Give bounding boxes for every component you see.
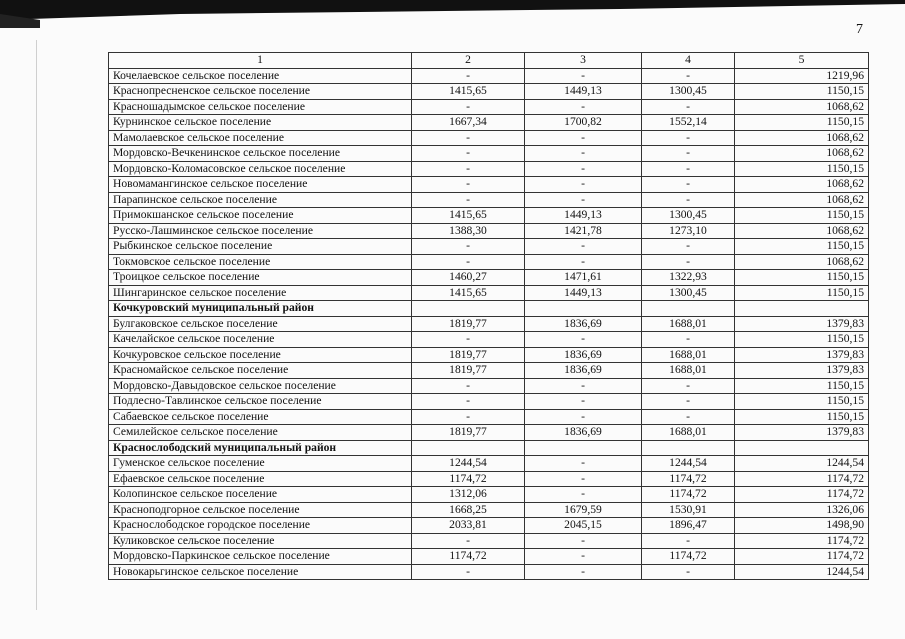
value-cell-col3: 1449,13 — [525, 84, 642, 100]
value-cell-col4: 1322,93 — [642, 270, 735, 286]
column-header-5: 5 — [735, 53, 869, 69]
tariff-table — [108, 52, 869, 580]
value-cell-col3: 1471,61 — [525, 270, 642, 286]
value-cell-col5: 1244,54 — [735, 564, 869, 580]
value-cell-col4: - — [642, 99, 735, 115]
table-row — [109, 316, 869, 332]
value-cell-col3: 1449,13 — [525, 285, 642, 301]
value-cell-col5: 1219,96 — [735, 68, 869, 84]
settlement-name: Курнинское сельское поселение — [109, 115, 412, 131]
settlement-name: Мамолаевское сельское поселение — [109, 130, 412, 146]
value-cell-col3: - — [525, 456, 642, 472]
value-cell-col4: 1174,72 — [642, 487, 735, 503]
header-row — [109, 53, 869, 69]
value-cell-col2: 1819,77 — [412, 363, 525, 379]
value-cell-col5: 1150,15 — [735, 161, 869, 177]
settlement-name: Рыбкинское сельское поселение — [109, 239, 412, 255]
value-cell-col3: - — [525, 471, 642, 487]
empty-cell — [412, 301, 525, 317]
empty-cell — [735, 301, 869, 317]
settlement-name: Краснослободское городское поселение — [109, 518, 412, 534]
value-cell-col4: 1244,54 — [642, 456, 735, 472]
table-row — [109, 378, 869, 394]
settlement-name: Краснопресненское сельское поселение — [109, 84, 412, 100]
table-body — [109, 68, 869, 580]
value-cell-col2: - — [412, 394, 525, 410]
value-cell-col4: - — [642, 239, 735, 255]
settlement-name: Примокшанское сельское поселение — [109, 208, 412, 224]
value-cell-col5: 1150,15 — [735, 270, 869, 286]
settlement-name: Мордовско-Паркинское сельское поселение — [109, 549, 412, 565]
table-row — [109, 363, 869, 379]
value-cell-col2: 1415,65 — [412, 285, 525, 301]
table-row — [109, 564, 869, 580]
value-cell-col2: - — [412, 564, 525, 580]
value-cell-col4: 1688,01 — [642, 316, 735, 332]
value-cell-col3: - — [525, 130, 642, 146]
table-row — [109, 208, 869, 224]
settlement-name: Красномайское сельское поселение — [109, 363, 412, 379]
value-cell-col5: 1174,72 — [735, 471, 869, 487]
settlement-name: Токмовское сельское поселение — [109, 254, 412, 270]
settlement-name: Кочелаевское сельское поселение — [109, 68, 412, 84]
value-cell-col5: 1150,15 — [735, 208, 869, 224]
value-cell-col4: - — [642, 161, 735, 177]
settlement-name: Шингаринское сельское поселение — [109, 285, 412, 301]
value-cell-col4: - — [642, 564, 735, 580]
value-cell-col4: 1688,01 — [642, 347, 735, 363]
table-row — [109, 487, 869, 503]
value-cell-col4: - — [642, 378, 735, 394]
value-cell-col5: 1379,83 — [735, 425, 869, 441]
value-cell-col5: 1379,83 — [735, 347, 869, 363]
value-cell-col4: 1688,01 — [642, 425, 735, 441]
value-cell-col3: - — [525, 409, 642, 425]
value-cell-col4: 1552,14 — [642, 115, 735, 131]
value-cell-col4: 1300,45 — [642, 208, 735, 224]
value-cell-col3: - — [525, 564, 642, 580]
value-cell-col5: 1068,62 — [735, 254, 869, 270]
value-cell-col3: - — [525, 378, 642, 394]
value-cell-col5: 1174,72 — [735, 549, 869, 565]
table-row — [109, 409, 869, 425]
table-row — [109, 471, 869, 487]
settlement-name: Мордовско-Вечкенинское сельское поселение — [109, 146, 412, 162]
value-cell-col2: 1819,77 — [412, 347, 525, 363]
value-cell-col3: 1836,69 — [525, 347, 642, 363]
value-cell-col3: 1836,69 — [525, 363, 642, 379]
value-cell-col2: - — [412, 378, 525, 394]
empty-cell — [525, 301, 642, 317]
table-row — [109, 456, 869, 472]
page-number: 7 — [856, 22, 863, 37]
settlement-name: Сабаевское сельское поселение — [109, 409, 412, 425]
settlement-name: Семилейское сельское поселение — [109, 425, 412, 441]
district-name: Кочкуровский муниципальный район — [109, 301, 412, 317]
value-cell-col4: 1174,72 — [642, 549, 735, 565]
column-header-1: 1 — [109, 53, 412, 69]
value-cell-col2: - — [412, 146, 525, 162]
value-cell-col5: 1068,62 — [735, 223, 869, 239]
value-cell-col4: 1174,72 — [642, 471, 735, 487]
value-cell-col2: - — [412, 409, 525, 425]
value-cell-col3: 1421,78 — [525, 223, 642, 239]
table-row — [109, 425, 869, 441]
value-cell-col3: - — [525, 68, 642, 84]
table-row — [109, 99, 869, 115]
district-heading-row — [109, 440, 869, 456]
value-cell-col2: - — [412, 254, 525, 270]
table-row — [109, 270, 869, 286]
value-cell-col4: 1688,01 — [642, 363, 735, 379]
settlement-name: Кочкуровское сельское поселение — [109, 347, 412, 363]
column-header-4: 4 — [642, 53, 735, 69]
column-header-3: 3 — [525, 53, 642, 69]
value-cell-col4: - — [642, 177, 735, 193]
value-cell-col3: - — [525, 487, 642, 503]
value-cell-col2: - — [412, 239, 525, 255]
value-cell-col4: - — [642, 192, 735, 208]
table-row — [109, 223, 869, 239]
settlement-name: Гуменское сельское поселение — [109, 456, 412, 472]
table-row — [109, 130, 869, 146]
table-row — [109, 177, 869, 193]
value-cell-col4: - — [642, 146, 735, 162]
scan-edge-bar — [0, 0, 905, 28]
table-row — [109, 285, 869, 301]
settlement-name: Красношадымское сельское поселение — [109, 99, 412, 115]
settlement-name: Новомамангинское сельское поселение — [109, 177, 412, 193]
value-cell-col3: 1679,59 — [525, 502, 642, 518]
value-cell-col3: - — [525, 533, 642, 549]
value-cell-col4: - — [642, 68, 735, 84]
value-cell-col2: - — [412, 130, 525, 146]
value-cell-col2: - — [412, 99, 525, 115]
value-cell-col2: - — [412, 192, 525, 208]
value-cell-col5: 1326,06 — [735, 502, 869, 518]
table-row — [109, 68, 869, 84]
value-cell-col4: - — [642, 130, 735, 146]
value-cell-col2: 1312,06 — [412, 487, 525, 503]
value-cell-col5: 1379,83 — [735, 316, 869, 332]
settlement-name: Мордовско-Давыдовское сельское поселение — [109, 378, 412, 394]
table-row — [109, 518, 869, 534]
value-cell-col5: 1150,15 — [735, 332, 869, 348]
settlement-name: Мордовско-Коломасовское сельское поселение — [109, 161, 412, 177]
table-row — [109, 115, 869, 131]
value-cell-col3: - — [525, 161, 642, 177]
empty-cell — [642, 440, 735, 456]
value-cell-col5: 1068,62 — [735, 177, 869, 193]
value-cell-col5: 1244,54 — [735, 456, 869, 472]
value-cell-col2: 1668,25 — [412, 502, 525, 518]
table-row — [109, 533, 869, 549]
value-cell-col3: - — [525, 239, 642, 255]
value-cell-col5: 1150,15 — [735, 378, 869, 394]
value-cell-col3: - — [525, 332, 642, 348]
value-cell-col4: - — [642, 409, 735, 425]
value-cell-col2: 1667,34 — [412, 115, 525, 131]
value-cell-col3: - — [525, 549, 642, 565]
table-row — [109, 502, 869, 518]
value-cell-col2: 1460,27 — [412, 270, 525, 286]
value-cell-col2: 1174,72 — [412, 471, 525, 487]
value-cell-col4: - — [642, 394, 735, 410]
value-cell-col5: 1174,72 — [735, 533, 869, 549]
value-cell-col2: - — [412, 68, 525, 84]
table-row — [109, 161, 869, 177]
value-cell-col2: 2033,81 — [412, 518, 525, 534]
value-cell-col5: 1150,15 — [735, 285, 869, 301]
empty-cell — [525, 440, 642, 456]
value-cell-col5: 1068,62 — [735, 99, 869, 115]
value-cell-col2: 1244,54 — [412, 456, 525, 472]
district-name: Краснослободский муниципальный район — [109, 440, 412, 456]
table-row — [109, 146, 869, 162]
value-cell-col2: - — [412, 533, 525, 549]
value-cell-col3: - — [525, 99, 642, 115]
table-row — [109, 394, 869, 410]
value-cell-col4: - — [642, 533, 735, 549]
value-cell-col2: 1415,65 — [412, 84, 525, 100]
table-row — [109, 332, 869, 348]
value-cell-col2: 1819,77 — [412, 425, 525, 441]
value-cell-col5: 1150,15 — [735, 409, 869, 425]
value-cell-col4: 1300,45 — [642, 285, 735, 301]
empty-cell — [642, 301, 735, 317]
value-cell-col4: 1896,47 — [642, 518, 735, 534]
table-row — [109, 239, 869, 255]
value-cell-col5: 1379,83 — [735, 363, 869, 379]
value-cell-col3: 1836,69 — [525, 316, 642, 332]
value-cell-col3: - — [525, 254, 642, 270]
value-cell-col2: - — [412, 177, 525, 193]
empty-cell — [735, 440, 869, 456]
value-cell-col4: 1273,10 — [642, 223, 735, 239]
value-cell-col4: 1530,91 — [642, 502, 735, 518]
value-cell-col3: - — [525, 394, 642, 410]
value-cell-col5: 1150,15 — [735, 84, 869, 100]
value-cell-col2: - — [412, 332, 525, 348]
column-header-2: 2 — [412, 53, 525, 69]
value-cell-col5: 1150,15 — [735, 115, 869, 131]
value-cell-col4: 1300,45 — [642, 84, 735, 100]
settlement-name: Русско-Лашминское сельское поселение — [109, 223, 412, 239]
settlement-name: Троицкое сельское поселение — [109, 270, 412, 286]
value-cell-col3: - — [525, 177, 642, 193]
value-cell-col4: - — [642, 332, 735, 348]
value-cell-col3: - — [525, 192, 642, 208]
table-row — [109, 254, 869, 270]
value-cell-col3: 1700,82 — [525, 115, 642, 131]
district-heading-row — [109, 301, 869, 317]
settlement-name: Куликовское сельское поселение — [109, 533, 412, 549]
settlement-name: Качелайское сельское поселение — [109, 332, 412, 348]
value-cell-col3: 1449,13 — [525, 208, 642, 224]
value-cell-col3: 2045,15 — [525, 518, 642, 534]
empty-cell — [412, 440, 525, 456]
settlement-name: Булгаковское сельское поселение — [109, 316, 412, 332]
value-cell-col5: 1068,62 — [735, 146, 869, 162]
settlement-name: Подлесно-Тавлинское сельское поселение — [109, 394, 412, 410]
settlement-name: Колопинское сельское поселение — [109, 487, 412, 503]
value-cell-col4: - — [642, 254, 735, 270]
value-cell-col5: 1150,15 — [735, 239, 869, 255]
settlement-name: Парапинское сельское поселение — [109, 192, 412, 208]
settlement-name: Ефаевское сельское поселение — [109, 471, 412, 487]
table-row — [109, 347, 869, 363]
settlement-name: Новокарьгинское сельское поселение — [109, 564, 412, 580]
value-cell-col2: 1415,65 — [412, 208, 525, 224]
value-cell-col2: 1388,30 — [412, 223, 525, 239]
scan-margin-line — [36, 40, 37, 610]
value-cell-col2: 1819,77 — [412, 316, 525, 332]
value-cell-col3: - — [525, 146, 642, 162]
value-cell-col2: - — [412, 161, 525, 177]
value-cell-col5: 1150,15 — [735, 394, 869, 410]
value-cell-col5: 1498,90 — [735, 518, 869, 534]
table-row — [109, 192, 869, 208]
value-cell-col5: 1068,62 — [735, 192, 869, 208]
value-cell-col2: 1174,72 — [412, 549, 525, 565]
value-cell-col5: 1068,62 — [735, 130, 869, 146]
settlement-name: Красноподгорное сельское поселение — [109, 502, 412, 518]
value-cell-col3: 1836,69 — [525, 425, 642, 441]
table-row — [109, 549, 869, 565]
value-cell-col5: 1174,72 — [735, 487, 869, 503]
table-row — [109, 84, 869, 100]
